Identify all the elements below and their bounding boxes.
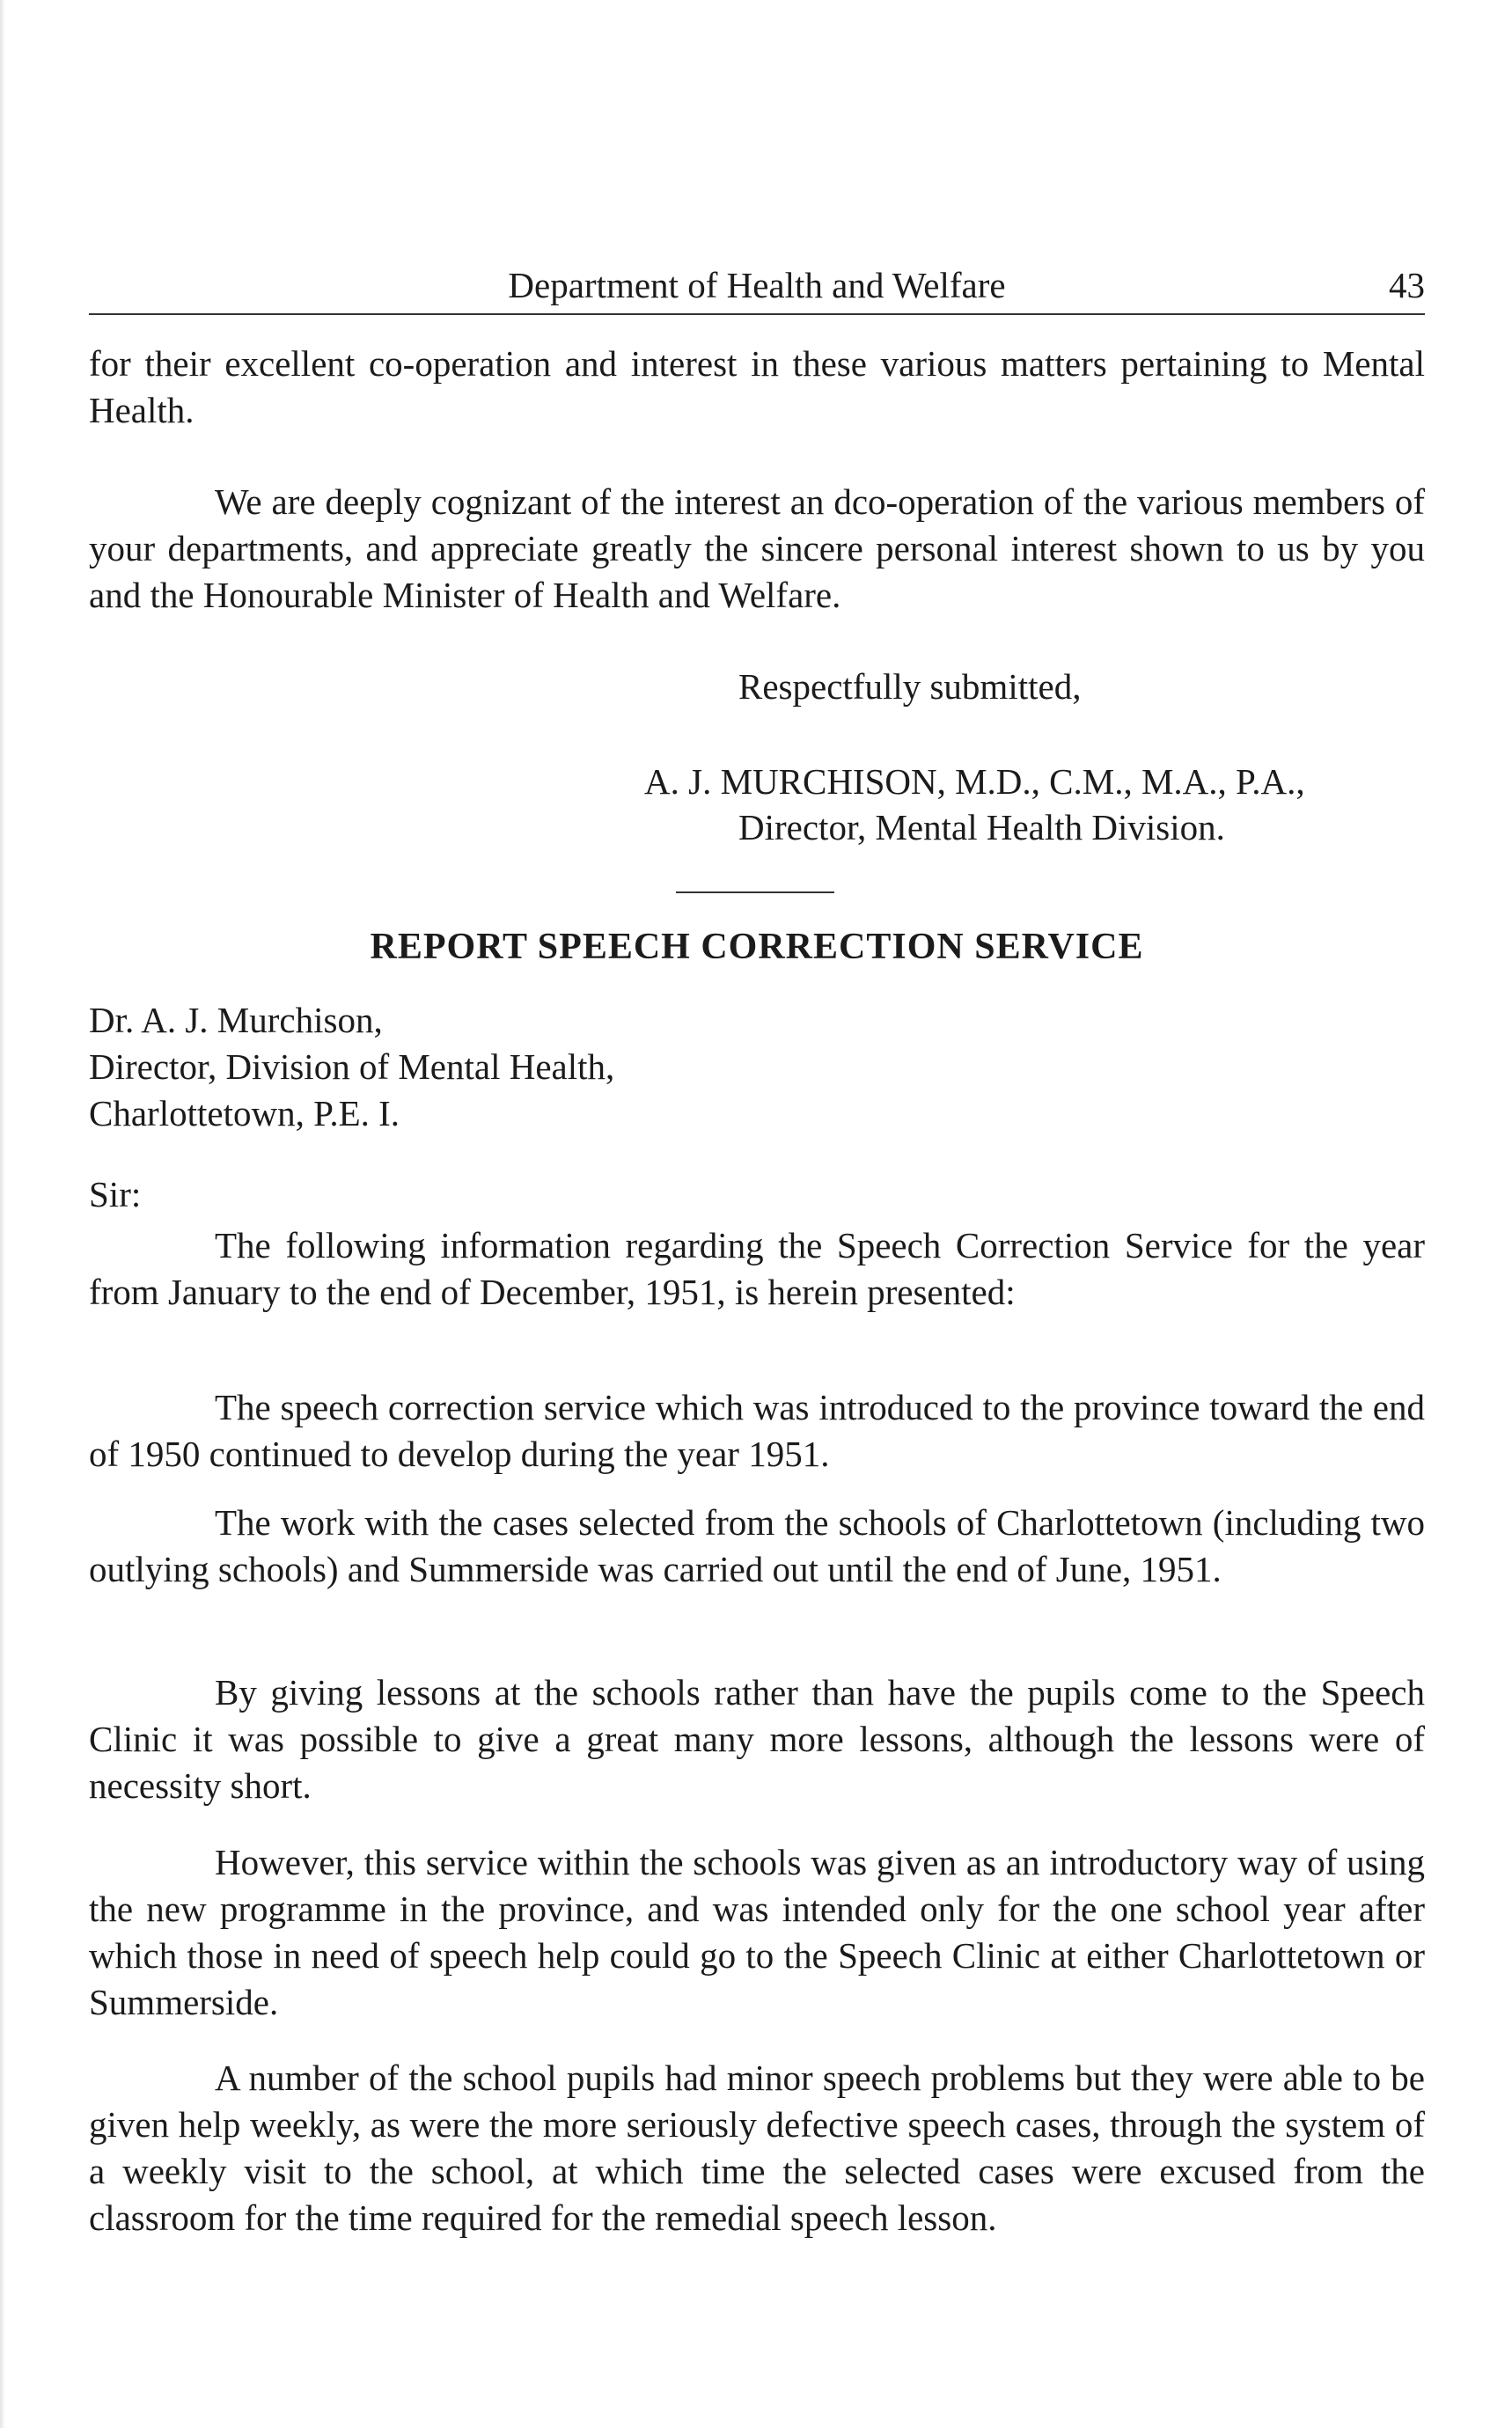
section-divider [676,891,834,893]
greeting: Sir: [89,1174,142,1214]
page-number: 43 [1389,265,1425,305]
signature-title: Director, Mental Health Division. [738,807,1225,847]
report-paragraph-weekly-visits: A number of the school pupils had minor speech problems but they were able to be given help weekly, as were the more seriously defective speech cases, through the system of a weekly visit to the school, at which time the selected cases were excused from the classroom for the time required for the remedial speech lesson. [89,2058,1425,2238]
paragraph-continuation: for their excellent co-operation and interest in these various matters pertaining to Mental Health. [89,343,1425,430]
report-paragraph-school-work: The work with the cases selected from the schools of Charlottetown (including two outlying schools) and Summerside was carried out until the end of June, 1951. [89,1502,1425,1589]
paragraph-cooperation: We are deeply cognizant of the interest an dco-operation of the various members of your departments, and appreciate greatly the sincere personal interest shown to us by you and the Honourable Minister of Health and Welfare. [89,481,1425,615]
closing-salutation: Respectfully submitted, [738,666,1082,707]
report-paragraph-introduction-of-service: The speech correction service which was introduced to the province toward the end of 1950 continued to develop during the year 1951. [89,1387,1425,1474]
running-header [89,264,1425,315]
report-paragraph-introductory-service: However, this service within the schools was given as an introductory way of using the new programme in the province, and was intended only for the one school year after which those in need of speech help could go to the Speech Clinic at either Charlottetown or Summerside. [89,1842,1425,2022]
addressee-line-name: Dr. A. J. Murchison, [89,1000,383,1040]
report-paragraph-intro: The following information regarding the Speech Correction Service for the year from January to the end of December, 1951, is herein presented: [89,1225,1425,1312]
report-heading: REPORT SPEECH CORRECTION SERVICE [370,927,1144,967]
running-header-title: Department of Health and Welfare [508,265,1006,305]
addressee-line-title: Director, Division of Mental Health, [89,1046,615,1087]
addressee-line-location: Charlottetown, P.E. I. [89,1093,400,1133]
addressee-block [89,997,1425,1137]
page-edge-shadow [0,0,5,2428]
report-paragraph-lessons: By giving lessons at the schools rather than have the pupils come to the Speech Clinic it was possible to give a great many more lessons, although the lessons were of necessity short. [89,1672,1425,1806]
signature-name: A. J. MURCHISON, M.D., C.M., M.A., P.A., [644,761,1305,802]
